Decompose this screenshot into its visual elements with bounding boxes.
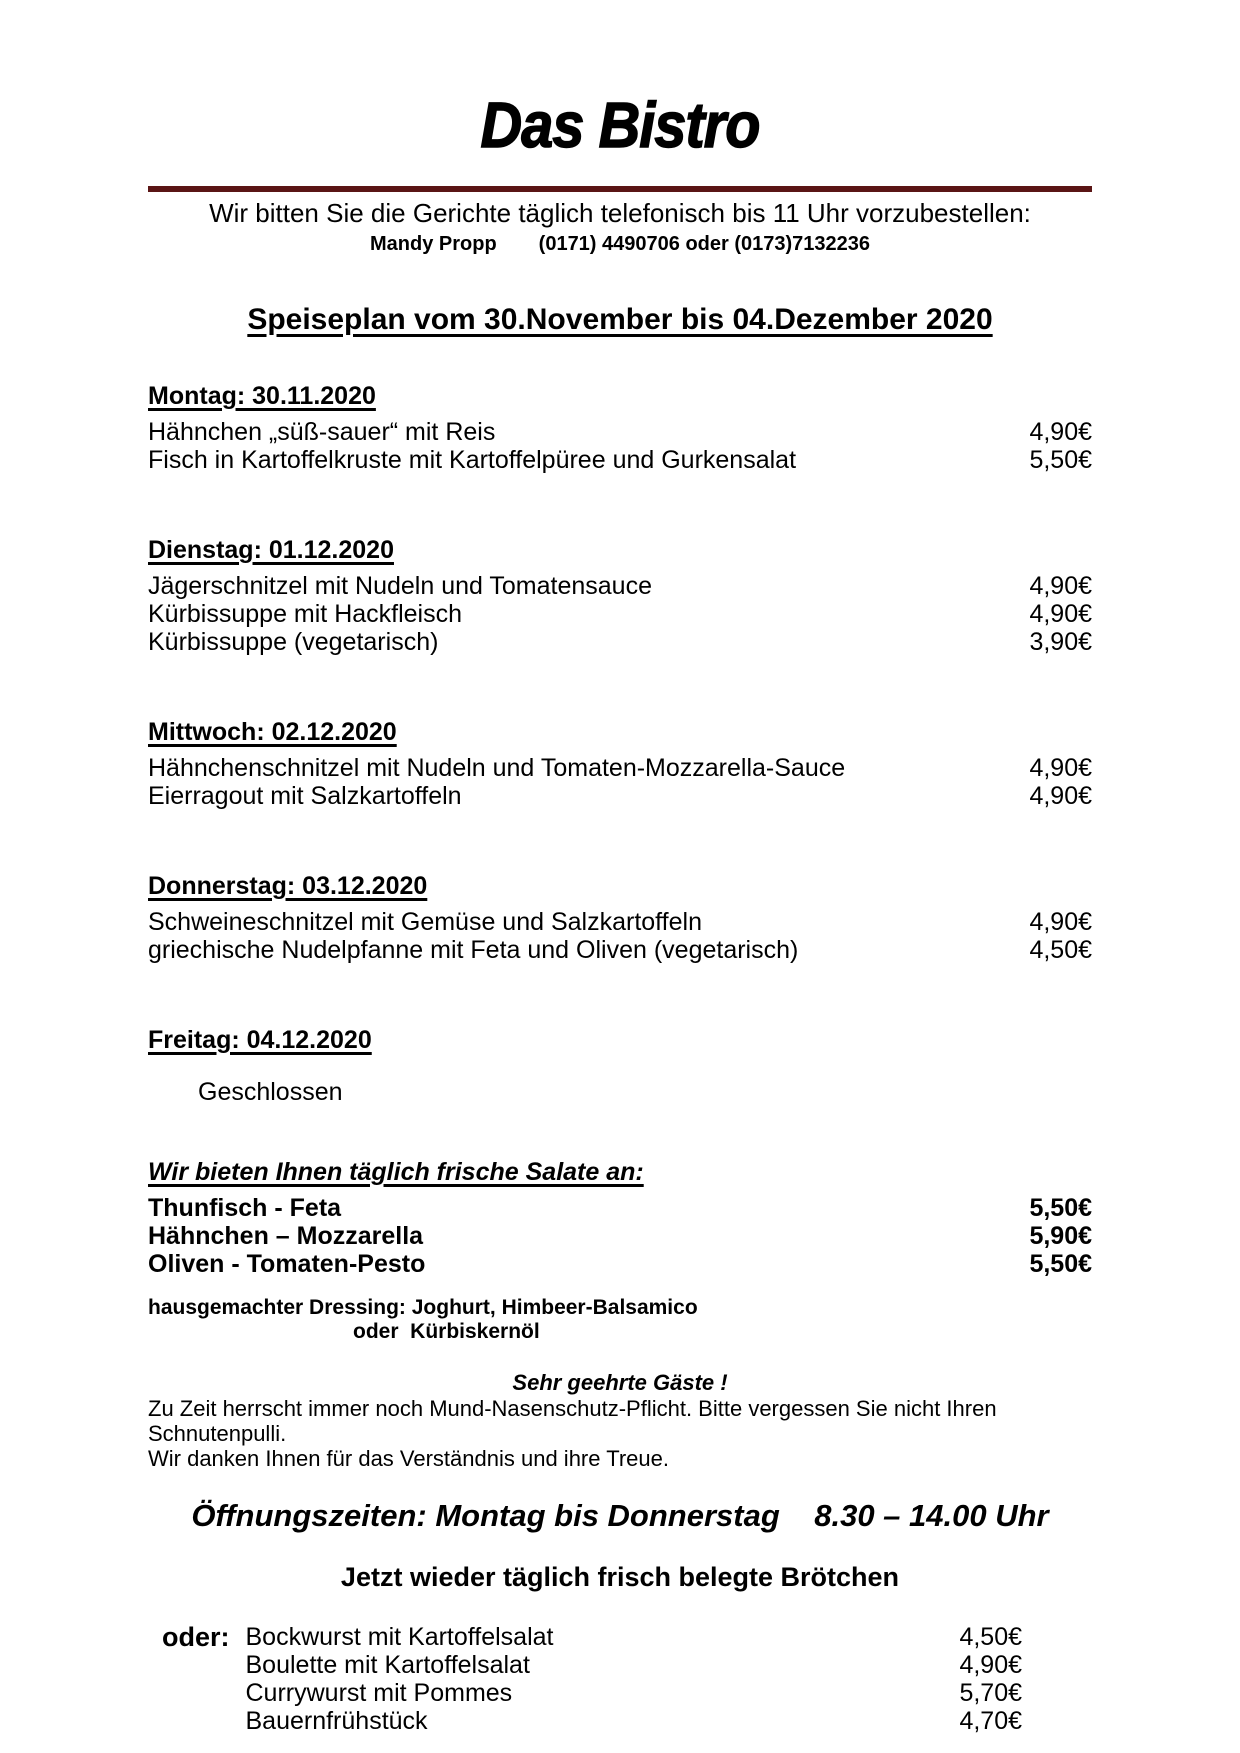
day-label: Montag: 30.11.2020 (148, 382, 376, 410)
day-label: Dienstag: 01.12.2020 (148, 536, 394, 564)
page-title (148, 90, 1092, 160)
dish-name: Jägerschnitzel mit Nudeln und Tomatensauce (148, 572, 652, 600)
dish-price: 4,90€ (1029, 782, 1092, 810)
extras-row (246, 1651, 1023, 1679)
day-section-mittwoch (148, 718, 1092, 810)
dish-name: Hähnchen – Mozzarella (148, 1222, 424, 1250)
opening-hours: Öffnungszeiten: Montag bis Donnerstag 8.30 – 14.00 Uhr (191, 1498, 1049, 1533)
dish-name: Hähnchenschnitzel mit Nudeln und Tomaten-Mozzarella-Sauce (148, 754, 846, 782)
dish-price: 5,50€ (1029, 446, 1092, 474)
day-items (148, 754, 1092, 810)
closed-note: Geschlossen (198, 1078, 343, 1106)
extras-row (246, 1623, 1023, 1651)
dressing-line-2: oder Kürbiskernöl (353, 1320, 540, 1343)
dish-price: 4,90€ (959, 1651, 1022, 1679)
page-title-text: Das Bistro (480, 89, 760, 161)
extras-row (246, 1679, 1023, 1707)
day-label: Freitag: 04.12.2020 (148, 1026, 372, 1054)
header-rule (148, 186, 1092, 192)
day-label: Mittwoch: 02.12.2020 (148, 718, 397, 746)
contact-line (148, 232, 1092, 256)
menu-item-row (148, 600, 1092, 628)
dish-name: Thunfisch - Feta (148, 1194, 342, 1222)
salads-section (148, 1158, 1092, 1344)
extras-items (246, 1623, 1023, 1735)
dish-name: Kürbissuppe mit Hackfleisch (148, 600, 463, 628)
broetchen-heading: Jetzt wieder täglich frisch belegte Brötchen (340, 1562, 900, 1592)
day-label: Donnerstag: 03.12.2020 (148, 872, 428, 900)
dish-price: 4,90€ (1029, 572, 1092, 600)
dish-price: 5,70€ (959, 1679, 1022, 1707)
salad-row (148, 1250, 1092, 1278)
menu-item-row (148, 572, 1092, 600)
dish-price: 4,90€ (1029, 600, 1092, 628)
dish-price: 5,50€ (1029, 1250, 1092, 1278)
dish-name: Hähnchen „süß-sauer“ mit Reis (148, 418, 496, 446)
notice-line-2: Wir danken Ihnen für das Verständnis und ihre Treue. (148, 1446, 669, 1471)
dressing-line-1: hausgemachter Dressing: Joghurt, Himbeer-Balsamico (148, 1296, 698, 1319)
dish-price: 4,90€ (1029, 908, 1092, 936)
dish-name: Eierragout mit Salzkartoffeln (148, 782, 462, 810)
dish-name: Boulette mit Kartoffelsalat (245, 1651, 530, 1679)
contact-phones: (0171) 4490706 oder (0173)7132236 (538, 233, 871, 255)
dish-name: Oliven - Tomaten-Pesto (148, 1250, 426, 1278)
salad-row (148, 1222, 1092, 1250)
dish-price: 5,50€ (1029, 1194, 1092, 1222)
menu-item-row (148, 754, 1092, 782)
day-items (148, 908, 1092, 964)
dish-name: Kürbissuppe (vegetarisch) (148, 628, 439, 656)
extras-section (148, 1623, 1092, 1735)
notice-heading: Sehr geehrte Gäste ! (512, 1370, 728, 1395)
day-section-freitag (148, 1026, 1092, 1106)
menu-item-row (148, 628, 1092, 656)
dish-name: griechische Nudelpfanne mit Feta und Oliven (vegetarisch) (148, 936, 799, 964)
extras-row (246, 1707, 1023, 1735)
salad-items (148, 1194, 1092, 1278)
day-items (148, 572, 1092, 656)
dish-name: Bauernfrühstück (245, 1707, 428, 1735)
dish-price: 4,50€ (1029, 936, 1092, 964)
dish-price: 4,50€ (959, 1623, 1022, 1651)
extras-label: oder: (162, 1622, 230, 1652)
salads-heading: Wir bieten Ihnen täglich frische Salate an: (148, 1158, 644, 1186)
dish-price: 4,70€ (959, 1707, 1022, 1735)
day-section-montag (148, 382, 1092, 474)
dish-price: 3,90€ (1029, 628, 1092, 656)
menu-item-row (148, 446, 1092, 474)
dish-price: 4,90€ (1029, 754, 1092, 782)
day-section-donnerstag (148, 872, 1092, 964)
preorder-note: Wir bitten Sie die Gerichte täglich telefonisch bis 11 Uhr vorzubestellen: (209, 198, 1031, 228)
dish-name: Schweineschnitzel mit Gemüse und Salzkartoffeln (148, 908, 702, 936)
dish-name: Bockwurst mit Kartoffelsalat (245, 1623, 554, 1651)
day-section-dienstag (148, 536, 1092, 656)
menu-item-row (148, 782, 1092, 810)
dish-price: 4,90€ (1029, 418, 1092, 446)
menu-item-row (148, 418, 1092, 446)
dish-price: 5,90€ (1029, 1222, 1092, 1250)
menu-item-row (148, 936, 1092, 964)
menu-heading: Speiseplan vom 30.November bis 04.Dezember 2020 (247, 303, 993, 336)
notice-line-1: Zu Zeit herrscht immer noch Mund-Nasenschutz-Pflicht. Bitte vergessen Sie nicht Ihren Schnutenpulli. (148, 1396, 997, 1446)
dish-name: Fisch in Kartoffelkruste mit Kartoffelpüree und Gurkensalat (148, 446, 797, 474)
dish-name: Currywurst mit Pommes (245, 1679, 513, 1707)
salad-row (148, 1194, 1092, 1222)
day-items (148, 418, 1092, 474)
menu-item-row (148, 908, 1092, 936)
contact-name: Mandy Propp (369, 233, 497, 255)
